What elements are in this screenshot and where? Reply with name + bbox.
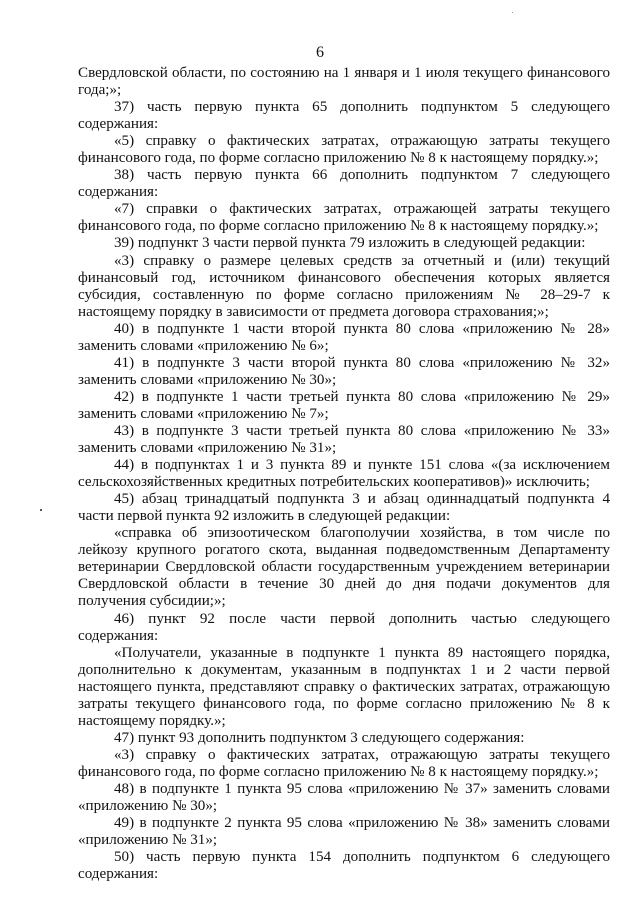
page-number: 6 bbox=[316, 44, 324, 61]
paragraph-42: 42) в подпункте 1 части третьей пункта 80 слова «приложению № 29» заменить словами «приложению № 7»; bbox=[78, 388, 610, 422]
paragraph-41: 41) в подпункте 3 части второй пункта 80 слова «приложению № 32» заменить словами «приложению № 30»; bbox=[78, 354, 610, 388]
paragraph-50: 50) часть первую пункта 154 дополнить подпунктом 6 следующего содержания: bbox=[78, 849, 610, 883]
paragraph-48: 48) в подпункте 1 пункта 95 слова «приложению № 37» заменить словами «приложению № 30»; bbox=[78, 780, 610, 815]
body-text bbox=[78, 65, 610, 883]
paragraph-continuation: Свердловской области, по состоянию на 1 января и 1 июля текущего финансового года;»; bbox=[78, 65, 610, 99]
quote-paragraph: «3) справку о фактических затратах, отражающую затраты текущего финансового года, по форме согласно приложению № 8 к настоящему порядку.»; bbox=[78, 746, 610, 780]
paragraph-46: 46) пункт 92 после части первой дополнить частью следующего содержания: bbox=[78, 610, 610, 644]
paragraph-37: 37) часть первую пункта 65 дополнить подпунктом 5 следующего содержания: bbox=[78, 99, 610, 133]
paragraph-45: 45) абзац тринадцатый подпункта 3 и абзац одиннадцатый подпункта 4 части первой пункта 92 изложить в следующей редакции: bbox=[78, 491, 610, 525]
margin-mark bbox=[40, 509, 42, 511]
paragraph-40: 40) в подпункте 1 части второй пункта 80 слова «приложению № 28» заменить словами «приложению № 6»; bbox=[78, 320, 610, 354]
paragraph-43: 43) в подпункте 3 части третьей пункта 80 слова «приложению № 33» заменить словами «приложению № 31»; bbox=[78, 422, 610, 457]
quote-paragraph: «5) справку о фактических затратах, отражающую затраты текущего финансового года, по форме согласно приложению № 8 к настоящему порядку.»; bbox=[78, 133, 610, 167]
paragraph-49: 49) в подпункте 2 пункта 95 слова «приложению № 38» заменить словами «приложению № 31»; bbox=[78, 815, 610, 849]
quote-paragraph: «справка об эпизоотическом благополучии хозяйства, в том числе по лейкозу крупного рогатого скота, выданная подведомственным Департаменту ветеринарии Свердловской области государственным учреждением ветеринарии Свердловской области в течение 30 дней до дня подачи документов для получения субсидии;»; bbox=[78, 525, 610, 610]
quote-paragraph: «Получатели, указанные в подпункте 1 пункта 89 настоящего порядка, дополнительно к документам, указанным в подпунктах 1 и 2 части первой настоящего пункта, представляют справку о фактических затратах, отражающую затраты текущего финансового года, по форме согласно приложению № 8 к настоящему порядку.»; bbox=[78, 644, 610, 729]
paragraph-39: 39) подпункт 3 части первой пункта 79 изложить в следующей редакции: bbox=[114, 235, 586, 252]
paragraph-47: 47) пункт 93 дополнить подпунктом 3 следующего содержания: bbox=[114, 729, 525, 746]
paragraph-38: 38) часть первую пункта 66 дополнить подпунктом 7 следующего содержания: bbox=[78, 167, 610, 201]
paragraph-44: 44) в подпунктах 1 и 3 пункта 89 и пункте 151 слова «(за исключением сельскохозяйственных кредитных потребительских кооперативов)» исключить; bbox=[78, 457, 610, 491]
quote-paragraph: «7) справки о фактических затратах, отражающей затраты текущего финансового года, по форме согласно приложению № 8 к настоящему порядку.»; bbox=[78, 201, 610, 235]
quote-paragraph: «3) справку о размере целевых средств за отчетный и (или) текущий финансовый год, источником финансового обеспечения которых является субсидия, составленную по форме согласно приложениям № 28–29-7 к настоящему порядку в зависимости от предмета договора страхования;»; bbox=[78, 252, 610, 320]
scan-speck bbox=[512, 12, 513, 13]
